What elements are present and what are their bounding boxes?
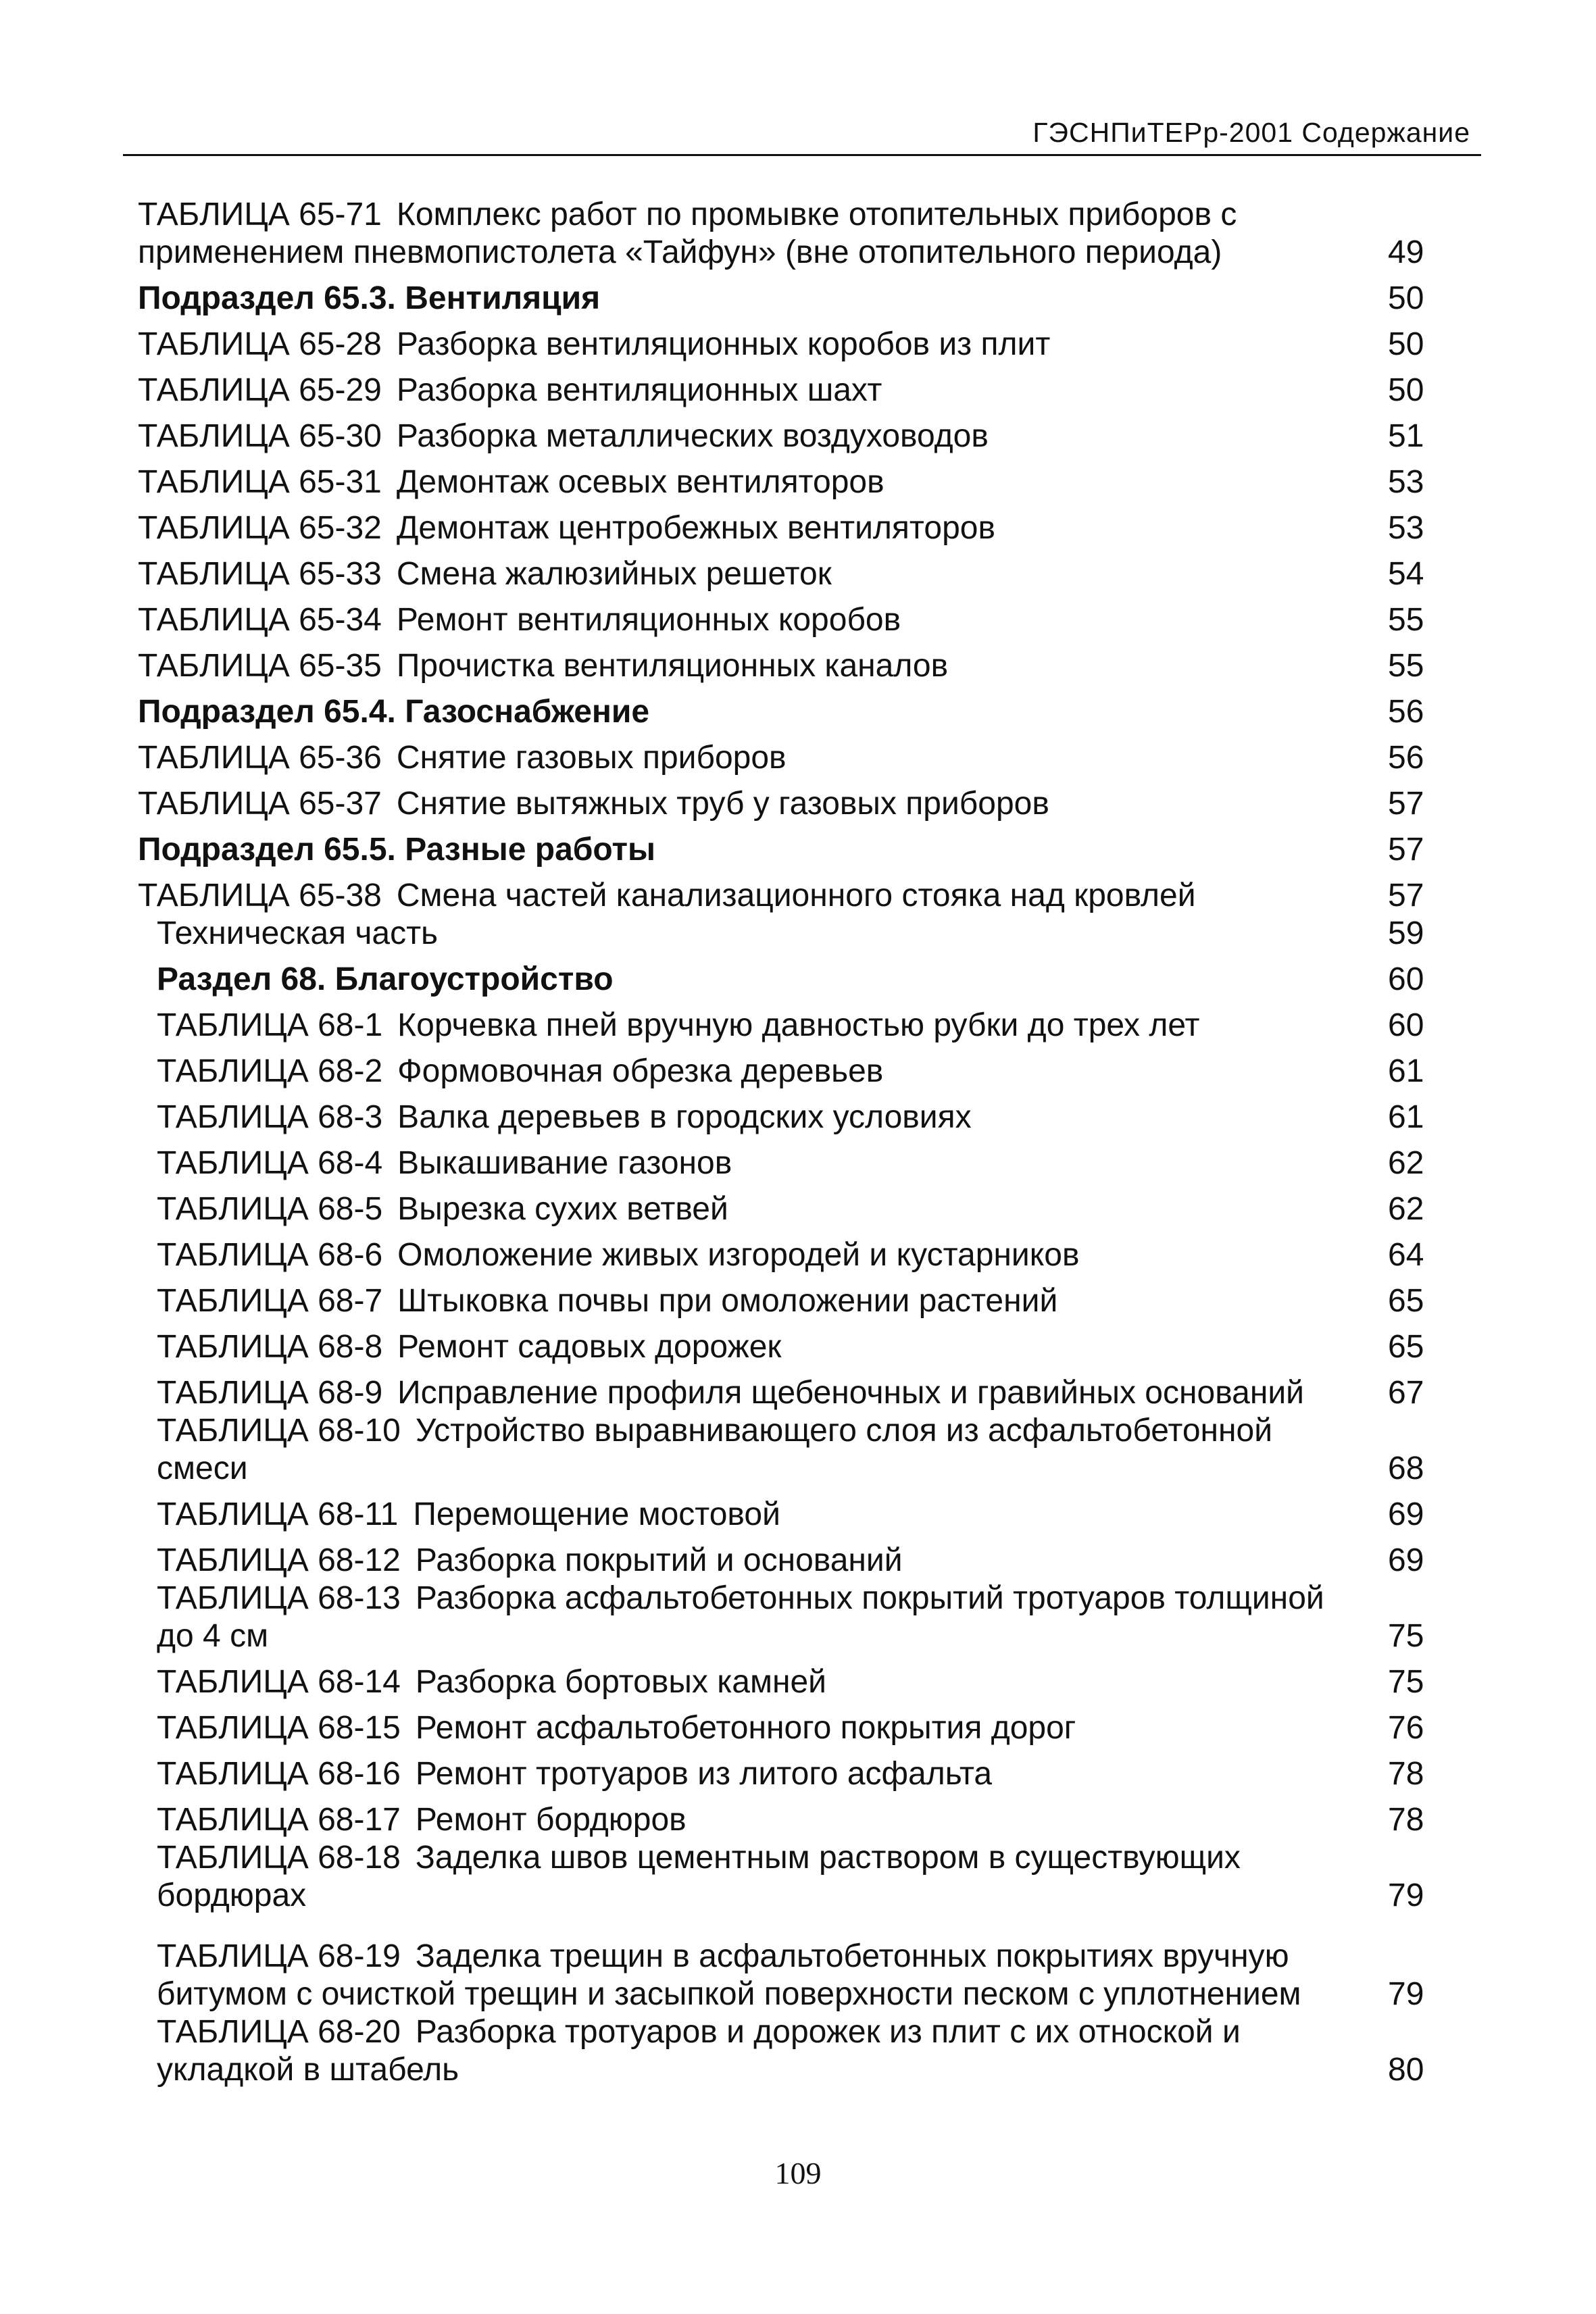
toc-entry-page: 60: [1388, 1007, 1424, 1043]
toc-entry-page: 61: [1388, 1099, 1424, 1135]
toc-entry-number: ТАБЛИЦА 68-9: [157, 1375, 383, 1411]
toc-entry[interactable]: [138, 1328, 1462, 1366]
toc-entry-title: Корчевка пней вручную давностью рубки до трех лет: [397, 1007, 1200, 1043]
toc-entry[interactable]: [138, 1236, 1462, 1274]
toc-entry-number: ТАБЛИЦА 68-1: [157, 1007, 383, 1043]
toc-entry-page: 50: [1388, 326, 1424, 362]
toc-entry[interactable]: [138, 1412, 1462, 1488]
toc-entry[interactable]: [138, 509, 1462, 547]
toc-entry-title: Разборка покрытий и оснований: [415, 1542, 903, 1578]
toc-entry-page: 50: [1388, 280, 1424, 316]
toc-entry-page: 57: [1388, 786, 1424, 822]
toc-entry[interactable]: [138, 1374, 1462, 1412]
toc-entry-title: Разборка бортовых камней: [415, 1664, 826, 1700]
toc-entry[interactable]: [138, 739, 1462, 777]
toc-entry[interactable]: [138, 601, 1462, 639]
toc-entry-title: Ремонт асфальтобетонного покрытия дорог: [415, 1710, 1076, 1746]
toc-entry-title: Выкашивание газонов: [397, 1145, 732, 1181]
toc-entry-title: Снятие вытяжных труб у газовых приборов: [396, 786, 1049, 822]
toc-section-heading[interactable]: [138, 961, 1462, 999]
toc-entry-page: 69: [1388, 1496, 1424, 1532]
toc-entry-title: Ремонт тротуаров из литого асфальта: [415, 1756, 993, 1792]
toc-entry[interactable]: [138, 785, 1462, 823]
toc-entry[interactable]: [138, 555, 1462, 593]
toc-entry-title: Омоложение живых изгородей и кустарников: [397, 1237, 1080, 1273]
toc-entry-number: ТАБЛИЦА 65-33: [138, 556, 382, 592]
toc-entry-page: 55: [1388, 602, 1424, 638]
toc-entry-number: ТАБЛИЦА 68-3: [157, 1099, 383, 1135]
toc-entry-number: ТАБЛИЦА 65-29: [138, 372, 382, 408]
toc-entry-page: 78: [1388, 1802, 1424, 1838]
toc-entry-title: Разборка тротуаров и дорожек из плит с их отноской и укладкой в штабель: [157, 2014, 1241, 2088]
toc-entry-title: Штыковка почвы при омоложении растений: [397, 1283, 1058, 1319]
toc-entry-page: 53: [1388, 510, 1424, 546]
toc-entry-page: 67: [1388, 1375, 1424, 1411]
toc-entry[interactable]: [138, 647, 1462, 685]
toc-entry-title: Разборка вентиляционных коробов из плит: [396, 326, 1051, 362]
toc-entry-page: 55: [1388, 648, 1424, 684]
toc-entry-page: 79: [1388, 1878, 1424, 1913]
toc-entry-number: ТАБЛИЦА 68-6: [157, 1237, 383, 1273]
toc-entry-page: 76: [1388, 1710, 1424, 1746]
toc-entry-title: Ремонт вентиляционных коробов: [396, 602, 901, 638]
toc-entry-number: ТАБЛИЦА 65-34: [138, 602, 382, 638]
toc-entry-number: ТАБЛИЦА 68-20: [157, 2014, 401, 2050]
toc-entry-title: Подраздел 65.5. Разные работы: [138, 832, 656, 867]
toc-entry-page: 53: [1388, 464, 1424, 500]
toc-entry-number: ТАБЛИЦА 68-4: [157, 1145, 383, 1181]
toc-entry-number: ТАБЛИЦА 68-12: [157, 1542, 401, 1578]
toc-entry-page: 80: [1388, 2052, 1424, 2088]
toc-entry[interactable]: [138, 1801, 1462, 1839]
toc-entry-page: 69: [1388, 1542, 1424, 1578]
toc-entry[interactable]: [138, 326, 1462, 363]
table-of-contents: [138, 196, 1462, 2089]
toc-entry-page: 64: [1388, 1237, 1424, 1273]
toc-entry[interactable]: [138, 1099, 1462, 1136]
toc-entry-title: Смена частей канализационного стояка над кровлей: [396, 878, 1196, 913]
toc-entry-number: ТАБЛИЦА 68-19: [157, 1938, 401, 1974]
toc-entry-page: 56: [1388, 740, 1424, 776]
running-header: ГЭСНПиТЕРр-2001 Содержание: [1032, 117, 1470, 148]
toc-entry-title: Комплекс работ по промывке отопительных приборов с применением пневмопистолета «Тайфун» (вне отопительного периода): [138, 197, 1237, 270]
toc-entry-number: ТАБЛИЦА 65-28: [138, 326, 382, 362]
toc-entry-number: ТАБЛИЦА 65-31: [138, 464, 382, 500]
toc-entry-page: 54: [1388, 556, 1424, 592]
toc-entry-title: Прочистка вентиляционных каналов: [396, 648, 949, 684]
toc-entry[interactable]: [138, 463, 1462, 501]
toc-entry-number: ТАБЛИЦА 68-15: [157, 1710, 401, 1746]
toc-entry-page: 65: [1388, 1329, 1424, 1365]
toc-entry-number: ТАБЛИЦА 68-14: [157, 1664, 401, 1700]
toc-entry-page: 51: [1388, 418, 1424, 454]
toc-entry-title: Формовочная обрезка деревьев: [397, 1053, 884, 1089]
toc-entry[interactable]: [138, 1542, 1462, 1580]
toc-entry-page: 79: [1388, 1976, 1424, 2012]
toc-entry-number: ТАБЛИЦА 68-17: [157, 1802, 401, 1838]
toc-entry-number: ТАБЛИЦА 68-2: [157, 1053, 383, 1089]
toc-entry[interactable]: [138, 1282, 1462, 1320]
toc-entry[interactable]: [138, 418, 1462, 455]
toc-entry-number: ТАБЛИЦА 68-13: [157, 1580, 401, 1616]
toc-entry-number: ТАБЛИЦА 65-37: [138, 786, 382, 822]
toc-entry-page: 56: [1388, 694, 1424, 730]
toc-entry[interactable]: [138, 1007, 1462, 1045]
toc-entry-title: Подраздел 65.4. Газоснабжение: [138, 694, 650, 730]
toc-entry-page: 78: [1388, 1756, 1424, 1792]
toc-entry[interactable]: [138, 1190, 1462, 1228]
toc-entry-title: Ремонт садовых дорожек: [397, 1329, 782, 1365]
toc-entry[interactable]: [138, 1938, 1462, 2013]
toc-entry-title: Валка деревьев в городских условиях: [397, 1099, 972, 1135]
toc-entry[interactable]: [138, 1663, 1462, 1701]
toc-entry-number: ТАБЛИЦА 68-7: [157, 1283, 383, 1319]
toc-subsection-heading[interactable]: [138, 831, 1462, 869]
toc-entry-title: Заделка трещин в асфальтобетонных покрытиях вручную битумом с очисткой трещин и засыпкой поверхности песком с уплотнением: [157, 1938, 1301, 2012]
toc-entry-number: ТАБЛИЦА 65-38: [138, 878, 382, 913]
toc-entry-title: Техническая часть: [157, 915, 439, 951]
toc-entry-title: Подраздел 65.3. Вентиляция: [138, 280, 601, 316]
toc-entry-page: 68: [1388, 1451, 1424, 1486]
toc-entry-page: 57: [1388, 878, 1424, 913]
toc-entry-page: 57: [1388, 832, 1424, 867]
toc-entry[interactable]: [138, 915, 1462, 953]
toc-entry[interactable]: [138, 877, 1462, 915]
toc-entry-number: ТАБЛИЦА 68-11: [157, 1496, 399, 1532]
toc-entry-page: 60: [1388, 961, 1424, 997]
toc-entry-title: Демонтаж осевых вентиляторов: [396, 464, 884, 500]
toc-entry-number: ТАБЛИЦА 68-8: [157, 1329, 383, 1365]
toc-entry-number: ТАБЛИЦА 68-18: [157, 1840, 401, 1876]
toc-entry[interactable]: [138, 1709, 1462, 1747]
toc-entry-page: 49: [1388, 234, 1424, 270]
toc-entry-number: ТАБЛИЦА 68-5: [157, 1191, 383, 1227]
toc-entry-number: ТАБЛИЦА 65-32: [138, 510, 382, 546]
toc-entry-page: 75: [1388, 1664, 1424, 1700]
toc-entry-number: ТАБЛИЦА 65-30: [138, 418, 382, 454]
toc-entry-page: 62: [1388, 1145, 1424, 1181]
toc-entry-title: Заделка швов цементным раствором в существующих бордюрах: [157, 1840, 1241, 1913]
toc-entry-page: 75: [1388, 1618, 1424, 1654]
toc-entry-number: ТАБЛИЦА 65-71: [138, 197, 382, 232]
toc-entry-title: Исправление профиля щебеночных и гравийных оснований: [397, 1375, 1304, 1411]
toc-subsection-heading[interactable]: [138, 280, 1462, 318]
toc-entry[interactable]: [138, 196, 1462, 272]
toc-subsection-heading[interactable]: [138, 693, 1462, 731]
toc-entry-title: Разборка вентиляционных шахт: [396, 372, 882, 408]
toc-entry[interactable]: [138, 1839, 1462, 1915]
header-rule: [123, 154, 1481, 156]
toc-entry-page: 62: [1388, 1191, 1424, 1227]
toc-entry[interactable]: [138, 1145, 1462, 1182]
toc-entry-page: 59: [1388, 915, 1424, 951]
toc-entry-number: ТАБЛИЦА 68-10: [157, 1413, 401, 1449]
toc-entry-title: Перемощение мостовой: [413, 1496, 780, 1532]
toc-entry[interactable]: [138, 1755, 1462, 1793]
toc-entry-page: 50: [1388, 372, 1424, 408]
toc-entry-page: 65: [1388, 1283, 1424, 1319]
toc-entry-title: Разборка асфальтобетонных покрытий тротуаров толщиной до 4 см: [157, 1580, 1324, 1654]
toc-entry-title: Ремонт бордюров: [415, 1802, 687, 1838]
page-number: 109: [774, 2156, 822, 2190]
toc-entry-title: Смена жалюзийных решеток: [396, 556, 832, 592]
toc-entry-title: Разборка металлических воздуховодов: [396, 418, 989, 454]
toc-entry-number: ТАБЛИЦА 65-35: [138, 648, 382, 684]
toc-entry[interactable]: [138, 372, 1462, 409]
toc-entry-number: ТАБЛИЦА 68-16: [157, 1756, 401, 1792]
toc-entry[interactable]: [138, 1496, 1462, 1534]
toc-entry-title: Вырезка сухих ветвей: [397, 1191, 728, 1227]
toc-entry-title: Снятие газовых приборов: [396, 740, 787, 776]
toc-entry[interactable]: [138, 1580, 1462, 1655]
toc-entry-number: ТАБЛИЦА 65-36: [138, 740, 382, 776]
toc-entry-title: Демонтаж центробежных вентиляторов: [396, 510, 995, 546]
toc-entry[interactable]: [138, 1053, 1462, 1090]
toc-entry[interactable]: [138, 2013, 1462, 2089]
toc-entry-title: Раздел 68. Благоустройство: [157, 961, 614, 997]
toc-entry-page: 61: [1388, 1053, 1424, 1089]
toc-entry-title: Устройство выравнивающего слоя из асфальтобетонной смеси: [157, 1413, 1273, 1486]
